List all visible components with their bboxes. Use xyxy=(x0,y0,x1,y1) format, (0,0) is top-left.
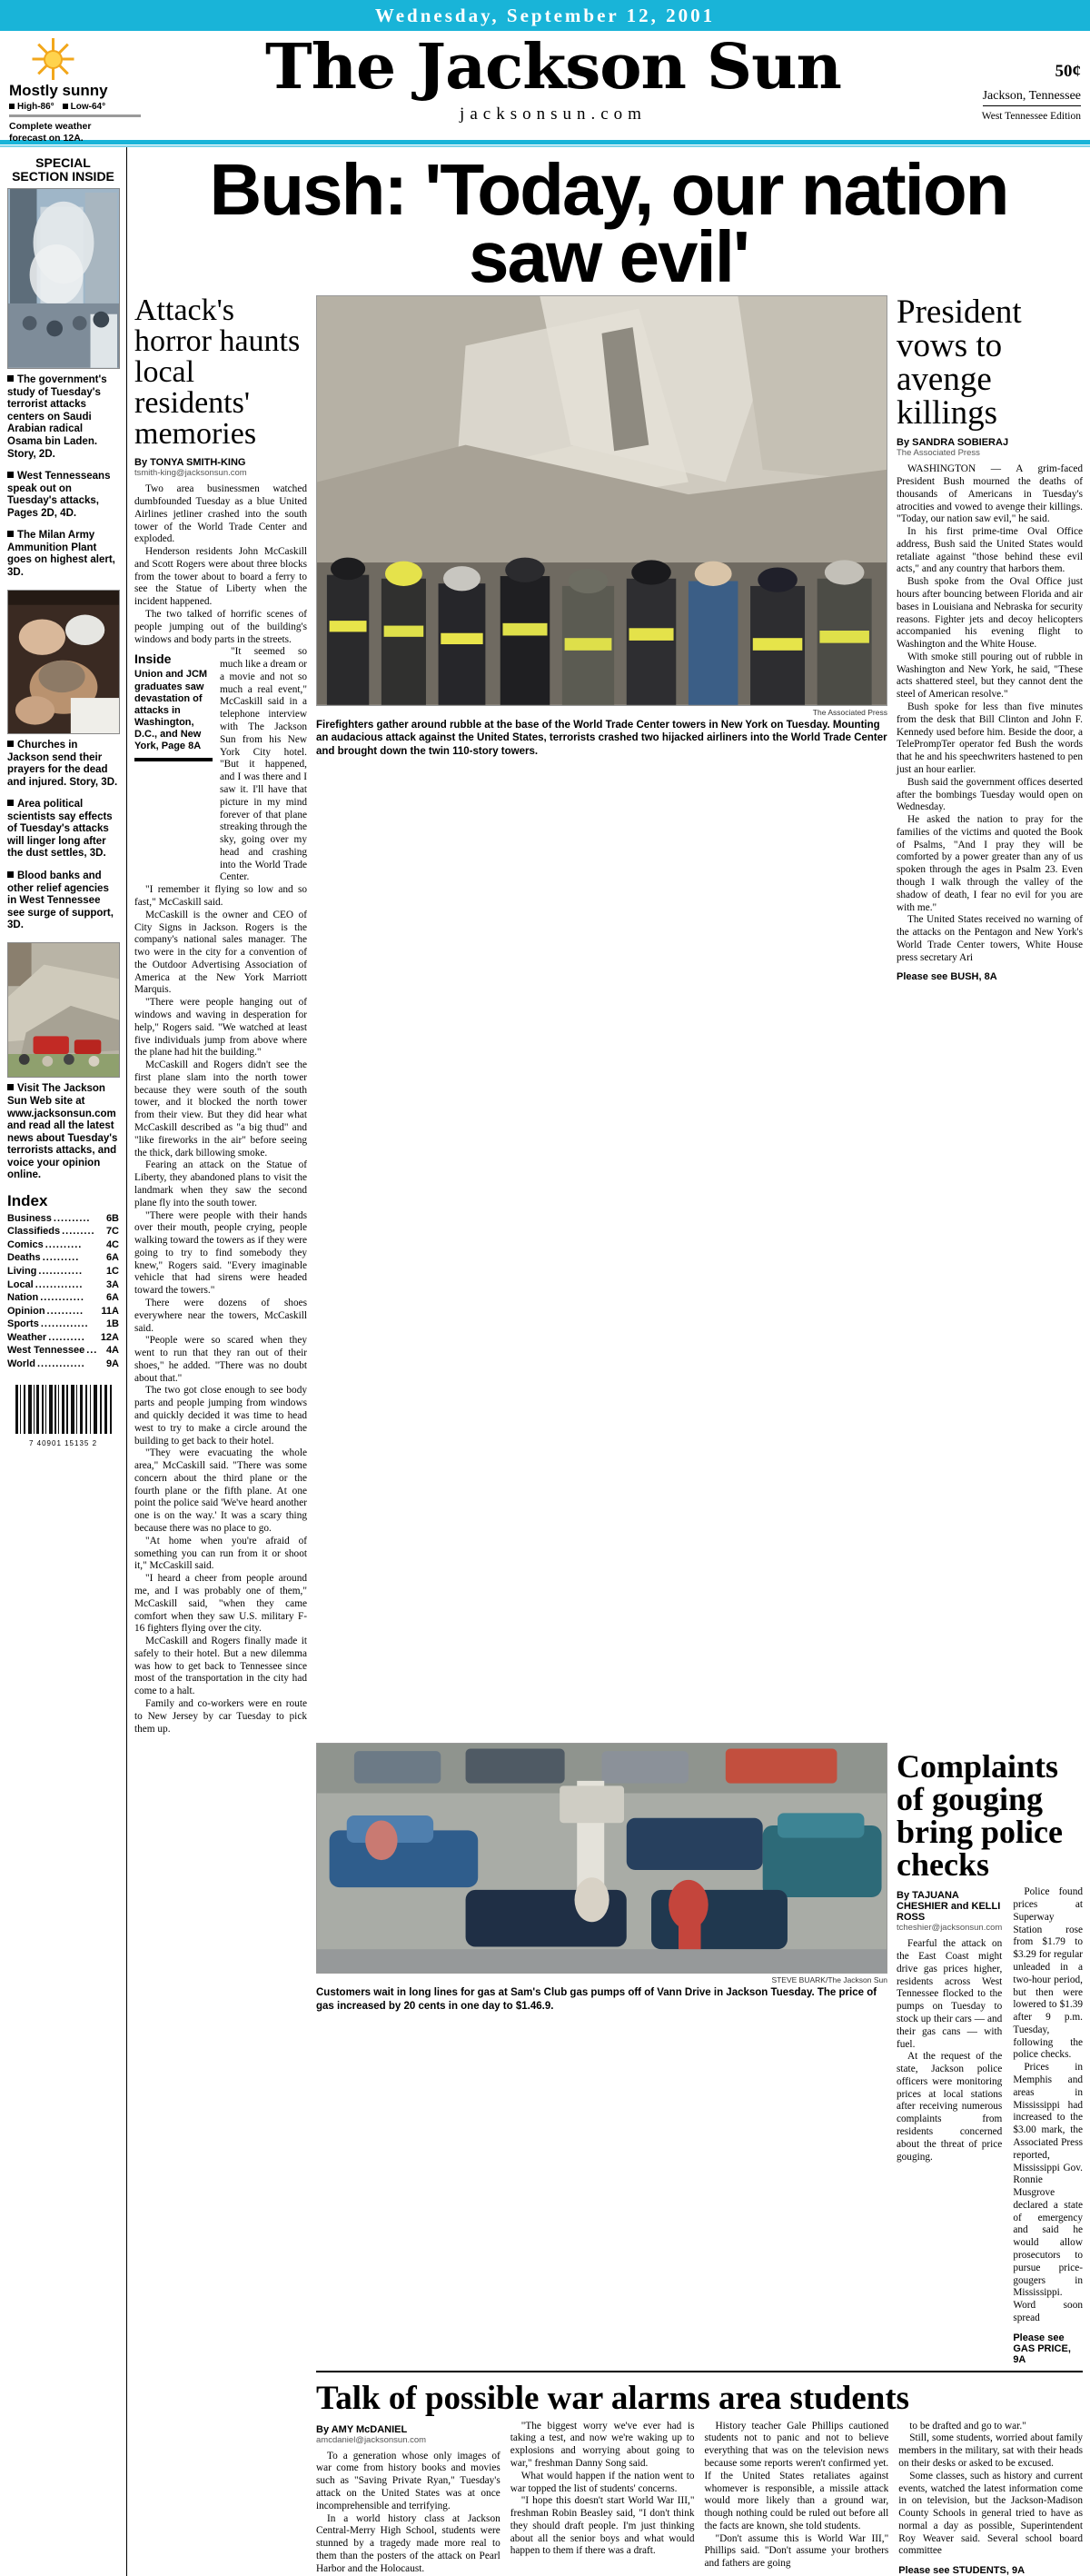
story-attack-horror xyxy=(134,295,307,1736)
jump-line[interactable]: Please see GAS PRICE, 9A xyxy=(1013,2332,1071,2365)
index-row[interactable]: West Tennessee ... 4A xyxy=(7,1345,119,1357)
story-body-wrap xyxy=(220,646,307,884)
paragraph: "People were so scared when they went to run that they ran out of their shoes," he added. "There was no doubt about that." xyxy=(134,1335,307,1384)
paragraph: In a world history class at Jackson Central-Merry High School, students were stunned by a tragedy made more real to them than the posters of the attack on Pearl Harbor and the Holocaust. xyxy=(316,2512,500,2574)
index-page: 6A xyxy=(105,1292,119,1304)
square-bullet-icon xyxy=(7,472,14,478)
index-page: 3A xyxy=(105,1278,119,1290)
paragraph: Fearing an attack on the Statue of Liberty, they abandoned plans to visit the landmark when they saw the second plane fly into the south tower. xyxy=(134,1159,307,1208)
index-row[interactable]: Nation ............ 6A xyxy=(7,1292,119,1304)
index-label: Nation xyxy=(7,1292,39,1304)
index-row[interactable]: Local ............. 3A xyxy=(7,1278,119,1290)
rail-item-text: West Tennesseans speak out on Tuesday's attacks, Pages 2D, 4D. xyxy=(7,471,111,519)
students-col-3 xyxy=(705,2421,889,2576)
square-bullet-icon xyxy=(7,1084,14,1090)
index-label: Business xyxy=(7,1212,52,1224)
weather-condition: Mostly sunny xyxy=(9,82,108,99)
rail-item-text: Blood banks and other relief agencies in West Tennessee see surge of support, 3D. xyxy=(7,870,114,931)
rail-item-text: Area political scientists say effects of Tuesday's attacks will linger long after the dust settles, 3D. xyxy=(7,799,113,860)
jump-line[interactable]: Please see BUSH, 8A xyxy=(897,971,997,983)
index-row[interactable]: Comics .......... 4C xyxy=(7,1238,119,1250)
index-list xyxy=(7,1212,119,1370)
paragraph: With smoke still pouring out of rubble in Washington and New York, he said, "These acts shattered steel, but they cannot dent the steel of American resolve." xyxy=(897,651,1083,701)
paragraph: The two talked of horrific scenes of people jumping out of the building's windows and body parts in the streets. xyxy=(134,609,307,645)
story-headline: Attack's horror haunts local residents' memories xyxy=(134,293,301,452)
paragraph: McCaskill and Rogers finally made it safely to their hotel. But a new dilemma was how to get back to Tennessee since most of the transportation in the city had come to a halt. xyxy=(134,1636,307,1697)
index-label: Classifieds xyxy=(7,1226,61,1238)
photo-gas-lines xyxy=(316,1743,887,1974)
rail-item[interactable] xyxy=(7,740,119,789)
square-bullet-icon xyxy=(7,375,14,382)
square-bullet-icon xyxy=(7,741,14,747)
index-row[interactable]: Sports ............. 1B xyxy=(7,1318,119,1330)
story-body-cont xyxy=(134,884,307,1736)
paragraph: "I hope this doesn't start World War III," freshman Robin Beasley said, "I don't think they should draft people. I'm just thinking about all the senior boys and what would happen to them if there was a draft. xyxy=(510,2495,695,2557)
paragraph: McCaskill is the owner and CEO of City Signs in Jackson. Rogers is the company's national sales manager. The two were in the city for a convention of the Outdoor Advertising Association of America at the New York Marriott Marquis. xyxy=(134,909,307,996)
photo-credit: STEVE BUARK/The Jackson Sun xyxy=(771,1975,887,1985)
rail-item-text: The government's study of Tuesday's terrorist attacks centers on Saudi Arabian radical Osama bin Laden. Story, 2D. xyxy=(7,374,107,460)
weather-forecast-note: Complete weather forecast on 12A. xyxy=(9,121,92,144)
rail-item-text: The Milan Army Ammunition Plant goes on highest alert, 3D. xyxy=(7,530,115,579)
inside-text: Union and JCM graduates saw devastation of attacks in Washington, D.C., and New York, Page 8A xyxy=(134,669,208,752)
story-body xyxy=(510,2421,695,2559)
story-headline: Complaints of gouging bring police checks xyxy=(897,1748,1064,1884)
paragraph: "It seemed so much like a dream or a movie and not so much a real event," McCaskill said in a telephone interview with The Jackson Sun from his New York City hotel. "But it happened, and I was there and I saw it. I'll have that picture in my mind forever of that plane streaking through the sky, going over my head and crashing into the World Trade Center. xyxy=(220,646,308,883)
paragraph: "I remember it flying so low and so fast," McCaskill said. xyxy=(134,884,307,908)
nameplate xyxy=(0,31,1090,144)
byline: By SANDRA SOBIERAJ xyxy=(897,437,1009,449)
rail-item-text: Churches in Jackson send their prayers for the dead and injured. Story, 3D. xyxy=(7,739,118,788)
students-col-2 xyxy=(510,2421,695,2576)
gas-col-2 xyxy=(1013,1886,1083,2364)
story-body xyxy=(897,463,1083,964)
paragraph: To a generation whose only images of war come from history books and movies such as "Saving Private Ryan," Tuesday's attack on the United States was at once incomprehensible and terrifying. xyxy=(316,2450,500,2511)
index-row[interactable]: Business .......... 6B xyxy=(7,1212,119,1224)
index-label: World xyxy=(7,1358,35,1369)
story-body xyxy=(1013,1886,1083,2324)
divider xyxy=(9,114,141,117)
paragraph: "They were evacuating the whole area," McCaskill said. "There was some concern about the third plane or the fourth plane or the fifth plane. At one point the police said 'We've heard another one is on the way.' It was a scary thing because there was no place to go. xyxy=(134,1447,307,1535)
price: 50¢ xyxy=(1055,62,1081,81)
paragraph: "At home when you're afraid of something you can run from it or shoot it," McCaskill said. xyxy=(134,1535,307,1572)
story-president-vows xyxy=(897,295,1083,1736)
story-body xyxy=(316,2451,500,2576)
paragraph: Prices in Memphis and areas in Mississippi had increased to the $3.00 mark, the Associated Press reported, Mississippi Gov. Ronnie Musgrove declared a state of emergency and said he would allow prosecutors to pursue price-gougers in Mississippi. Word soon spread xyxy=(1013,2062,1083,2323)
index-label: Comics xyxy=(7,1238,44,1250)
index-page: 1C xyxy=(105,1266,119,1277)
paragraph: The United States received no warning of the attacks on the Pentagon and New York's World Trade Center towers, White House press secretary Ari xyxy=(897,914,1083,963)
paragraph: Fearful the attack on the East Coast might drive gas prices higher, residents across West Tennessee flocked to the pumps on Tuesday to stock up their cars — and their gas cans — with fuel. xyxy=(897,1938,1003,2050)
rail-photo-towers xyxy=(7,188,120,369)
paragraph: Henderson residents John McCaskill and Scott Rogers were about three blocks from the tower about to board a ferry to see the Statue of Liberty when the incident happened. xyxy=(134,546,307,608)
index-page: 4A xyxy=(105,1345,119,1357)
story-body xyxy=(134,483,307,646)
byline: By TAJUANA CHESHIER and KELLI ROSS xyxy=(897,1890,1001,1924)
story-body xyxy=(705,2421,889,2571)
square-bullet-icon xyxy=(7,531,14,537)
index-row[interactable]: Classifieds ......... 7C xyxy=(7,1226,119,1238)
square-bullet-icon xyxy=(7,800,14,806)
weather-low: Low-64° xyxy=(70,102,106,112)
paragraph: Two area businessmen watched dumbfounded Tuesday as a blue United Airlines jetliner crashed into the south tower of the World Trade Center and exploded. xyxy=(134,483,307,545)
paragraph: What would happen if the nation went to war topped the list of students' concerns. xyxy=(510,2470,695,2494)
paragraph: Police found prices at Superway Station rose from $1.79 to $3.29 for regular unleaded in a two-hour period, but then were lowered to $1.39 after 9 p.m. Tuesday, following the police checks. xyxy=(1013,1886,1083,2061)
index-label: Local xyxy=(7,1278,34,1290)
index-label: Sports xyxy=(7,1318,39,1330)
rail-item[interactable] xyxy=(7,799,119,860)
page-title: Bush: 'Today, our nation saw evil' xyxy=(209,149,1008,297)
index-page: 12A xyxy=(100,1331,119,1343)
paragraph: Bush said the government offices deserted after the bombings Tuesday would open on Wednesday. xyxy=(897,776,1083,813)
index-row[interactable]: Living ............ 1C xyxy=(7,1266,119,1277)
rail-item[interactable] xyxy=(7,471,119,520)
divider xyxy=(134,758,213,761)
paragraph: "The biggest worry we've ever had is taking a test, and now we're waking up to explosions and worrying about going to war," freshman Danny Song said. xyxy=(510,2420,695,2469)
students-col-4 xyxy=(898,2421,1083,2576)
barcode-icon xyxy=(10,1383,117,1439)
paragraph: At the request of the state, Jackson police officers were monitoring prices at local stations after receiving numerous complaints from residents concerned about the threat of price gouging. xyxy=(897,2051,1003,2163)
spacer-left xyxy=(134,1743,307,2364)
photo-firefighters-wtc xyxy=(316,295,887,706)
special-section-rail xyxy=(0,147,127,2576)
paragraph: The two got close enough to see body parts and people jumping from windows and quickly decided it was time to head west to try to make a circle around the building to get back to their hotel. xyxy=(134,1385,307,1447)
rail-item[interactable] xyxy=(7,374,119,461)
index-page: 9A xyxy=(105,1358,119,1369)
paragraph: Bush spoke for less than five minutes from the desk that Bill Clinton and John F. Kennedy used before him. Beside the door, a TelePrompTer operator fed Bush the words that he and his speechwriters hastened to pen just an hour earlier. xyxy=(897,701,1083,775)
byline-email[interactable]: tsmith-king@jacksonsun.com xyxy=(134,468,247,479)
paragraph: There were dozens of shoes everywhere near the towers, McCaskill said. xyxy=(134,1297,307,1334)
edition-block xyxy=(945,36,1081,122)
center-column xyxy=(316,295,887,1736)
paragraph: to be drafted and go to war." xyxy=(909,2420,1026,2432)
sun-icon xyxy=(29,38,76,80)
story-body xyxy=(897,1938,1002,2163)
gas-photo-block xyxy=(316,1743,887,2364)
gas-col-1 xyxy=(897,1886,1002,2364)
index-page: 11A xyxy=(101,1305,119,1317)
paragraph: Family and co-workers were en route to New Jersey by car Tuesday to pick them up. xyxy=(134,1697,307,1735)
paragraph: "There were people hanging out of windows and waving in desperation for help," Rogers said. "We watched at least five individuals jump from above where the plane had hit the building." xyxy=(134,997,307,1059)
masthead-title: The Jackson Sun xyxy=(265,31,841,104)
photo-caption: Customers wait in long lines for gas at Sam's Club gas pumps off of Vann Drive in Jackson Tuesday. The price of gas increased by 20 cents in one day to $1.46.9. xyxy=(316,1987,877,2012)
paragraph: Still, some students, worried about family members in the military, sat with their heads on their desks or asked to be excused. xyxy=(898,2432,1083,2469)
rail-title: SPECIAL SECTION INSIDE xyxy=(12,155,114,184)
weather-high: High-86° xyxy=(17,102,54,112)
rail-photo-rubble xyxy=(7,942,120,1079)
inside-label: Inside xyxy=(134,651,172,667)
paragraph: History teacher Gale Phillips cautioned students not to panic and not to believe everything that was on the television news because some reports weren't confirmed yet. If the United States retaliates against whomever is responsible, a missile attack would more likely than a ground war, though nothing could be ruled out before all the facts are known, she told students. xyxy=(704,2420,889,2531)
photo-credit: The Associated Press xyxy=(812,707,887,717)
issue-date: Wednesday, September 12, 2001 xyxy=(374,4,716,26)
masthead-block xyxy=(162,31,945,124)
rail-item[interactable] xyxy=(7,870,119,932)
byline: By TONYA SMITH-KING xyxy=(134,457,246,469)
paragraph: "Don't assume this is World War III," Phillips said. "Don't assume your brothers and fathers are going xyxy=(704,2532,889,2570)
byline-email[interactable]: tcheshier@jacksonsun.com xyxy=(897,1923,1003,1934)
paragraph: "There were people with their hands over their mouth, people crying, people walking toward the towers as if they were going to try to find somebody they knew," Rogers said. "Every imaginable vehicle that had sirens were headed toward the towers." xyxy=(134,1209,307,1297)
story-students xyxy=(316,2371,1083,2576)
story-gas-gouging xyxy=(897,1743,1083,2364)
rail-item[interactable] xyxy=(7,530,119,579)
byline-email[interactable]: amcdaniel@jacksonsun.com xyxy=(316,2434,427,2445)
jump-line[interactable]: Please see STUDENTS, 9A xyxy=(898,2565,1026,2576)
index-row[interactable]: World ............. 9A xyxy=(7,1358,119,1369)
accent-rule xyxy=(0,140,1090,144)
paragraph: McCaskill and Rogers didn't see the first plane slam into the north tower because they were south of the south tower, and it blocked the north tower from their view. But they did hear what McCaskill described as "a big thud" and "like fireworks in the air" before seeing the thick, dark billowing smoke. xyxy=(134,1059,307,1159)
edition: West Tennessee Edition xyxy=(981,111,1081,122)
byline-source: The Associated Press xyxy=(897,448,980,459)
story-headline: Talk of possible war alarms area students xyxy=(316,2379,910,2417)
paragraph: Bush spoke from the Oval Office just hours after bouncing between Florida and air bases in Louisiana and Nebraska for security reasons. Fighter jets and decoy helicopters accompanied his evening flight to Washington and the White House. xyxy=(897,576,1083,651)
date-bar xyxy=(0,0,1090,31)
index-page: 6B xyxy=(105,1212,119,1224)
index-row[interactable]: Deaths .......... 6A xyxy=(7,1252,119,1264)
index-row[interactable]: Weather .......... 12A xyxy=(7,1331,119,1343)
divider xyxy=(316,2371,1083,2372)
story-headline: President vows to avenge killings xyxy=(897,293,1022,433)
students-col-1 xyxy=(316,2421,500,2576)
index-label: Opinion xyxy=(7,1305,45,1317)
paragraph: He asked the nation to pray for the families of the victims and quoted the Book of Psalms, "And I pray they will be comforted by a power greater than any of us spoken through the ages in Psalm 23. Even though I walk through the valley of the shadow of death, I fear no evil for you are with me." xyxy=(897,814,1083,913)
weather-block xyxy=(9,36,162,144)
city: Jackson, Tennessee xyxy=(983,89,1081,106)
index-page: 7C xyxy=(105,1226,119,1238)
index-label: West Tennessee xyxy=(7,1345,85,1357)
index-label: Deaths xyxy=(7,1252,41,1264)
paragraph: "I heard a cheer from people around me, and I was probably one of them," McCaskill said, "when they came comfort when they saw U.S. military F-16 fighters flying over the city. xyxy=(134,1573,307,1635)
paragraph: In his first prime-time Oval Office address, Bush said the United States would retaliate against "those behind these evil acts," and any country that harbors them. xyxy=(897,526,1083,575)
square-bullet-icon xyxy=(7,871,14,878)
rail-item[interactable] xyxy=(7,1083,119,1182)
rail-item-text: Visit The Jackson Sun Web site at www.jacksonsun.com and read all the latest news about Tuesday's terrorists attacks, and voice your opinion online. xyxy=(7,1083,118,1181)
index-label: Living xyxy=(7,1266,37,1277)
index-page: 4C xyxy=(105,1238,119,1250)
barcode-number: 7 40901 15135 2 xyxy=(28,1439,98,1448)
index-row[interactable]: Opinion .......... 11A xyxy=(7,1305,119,1317)
index-heading: Index xyxy=(7,1191,48,1209)
byline: By AMY McDANIEL xyxy=(316,2423,408,2435)
paragraph: WASHINGTON — A grim-faced President Bush mourned the deaths of thousands of Americans in Tuesday's atrocities and vowed to avenge their killings. "Today, our nation saw evil," he said. xyxy=(897,463,1083,525)
index-label: Weather xyxy=(7,1331,47,1343)
photo-caption: Firefighters gather around rubble at the base of the World Trade Center towers in New York on Tuesday. Mounting an audacious attack against the United States, terrorists crashed two hijacked airliners into the World Trade Center and brought down the twin 110-story towers. xyxy=(316,719,887,757)
index-page: 1B xyxy=(105,1318,119,1330)
main-content xyxy=(127,147,1090,2576)
rail-photo-prayer xyxy=(7,590,120,734)
paragraph: Some classes, such as history and current events, watched the latest information come in on television, but the Jackson-Madison County Schools in general tried to have as normal a day as possible, Superintendent Roy Weaver said. Several school board committee xyxy=(898,2470,1083,2557)
inside-box[interactable] xyxy=(134,651,213,880)
story-body xyxy=(898,2421,1083,2559)
masthead-url[interactable]: jacksonsun.com xyxy=(460,104,647,124)
index-page: 6A xyxy=(105,1252,119,1264)
weather-temps xyxy=(9,102,162,112)
